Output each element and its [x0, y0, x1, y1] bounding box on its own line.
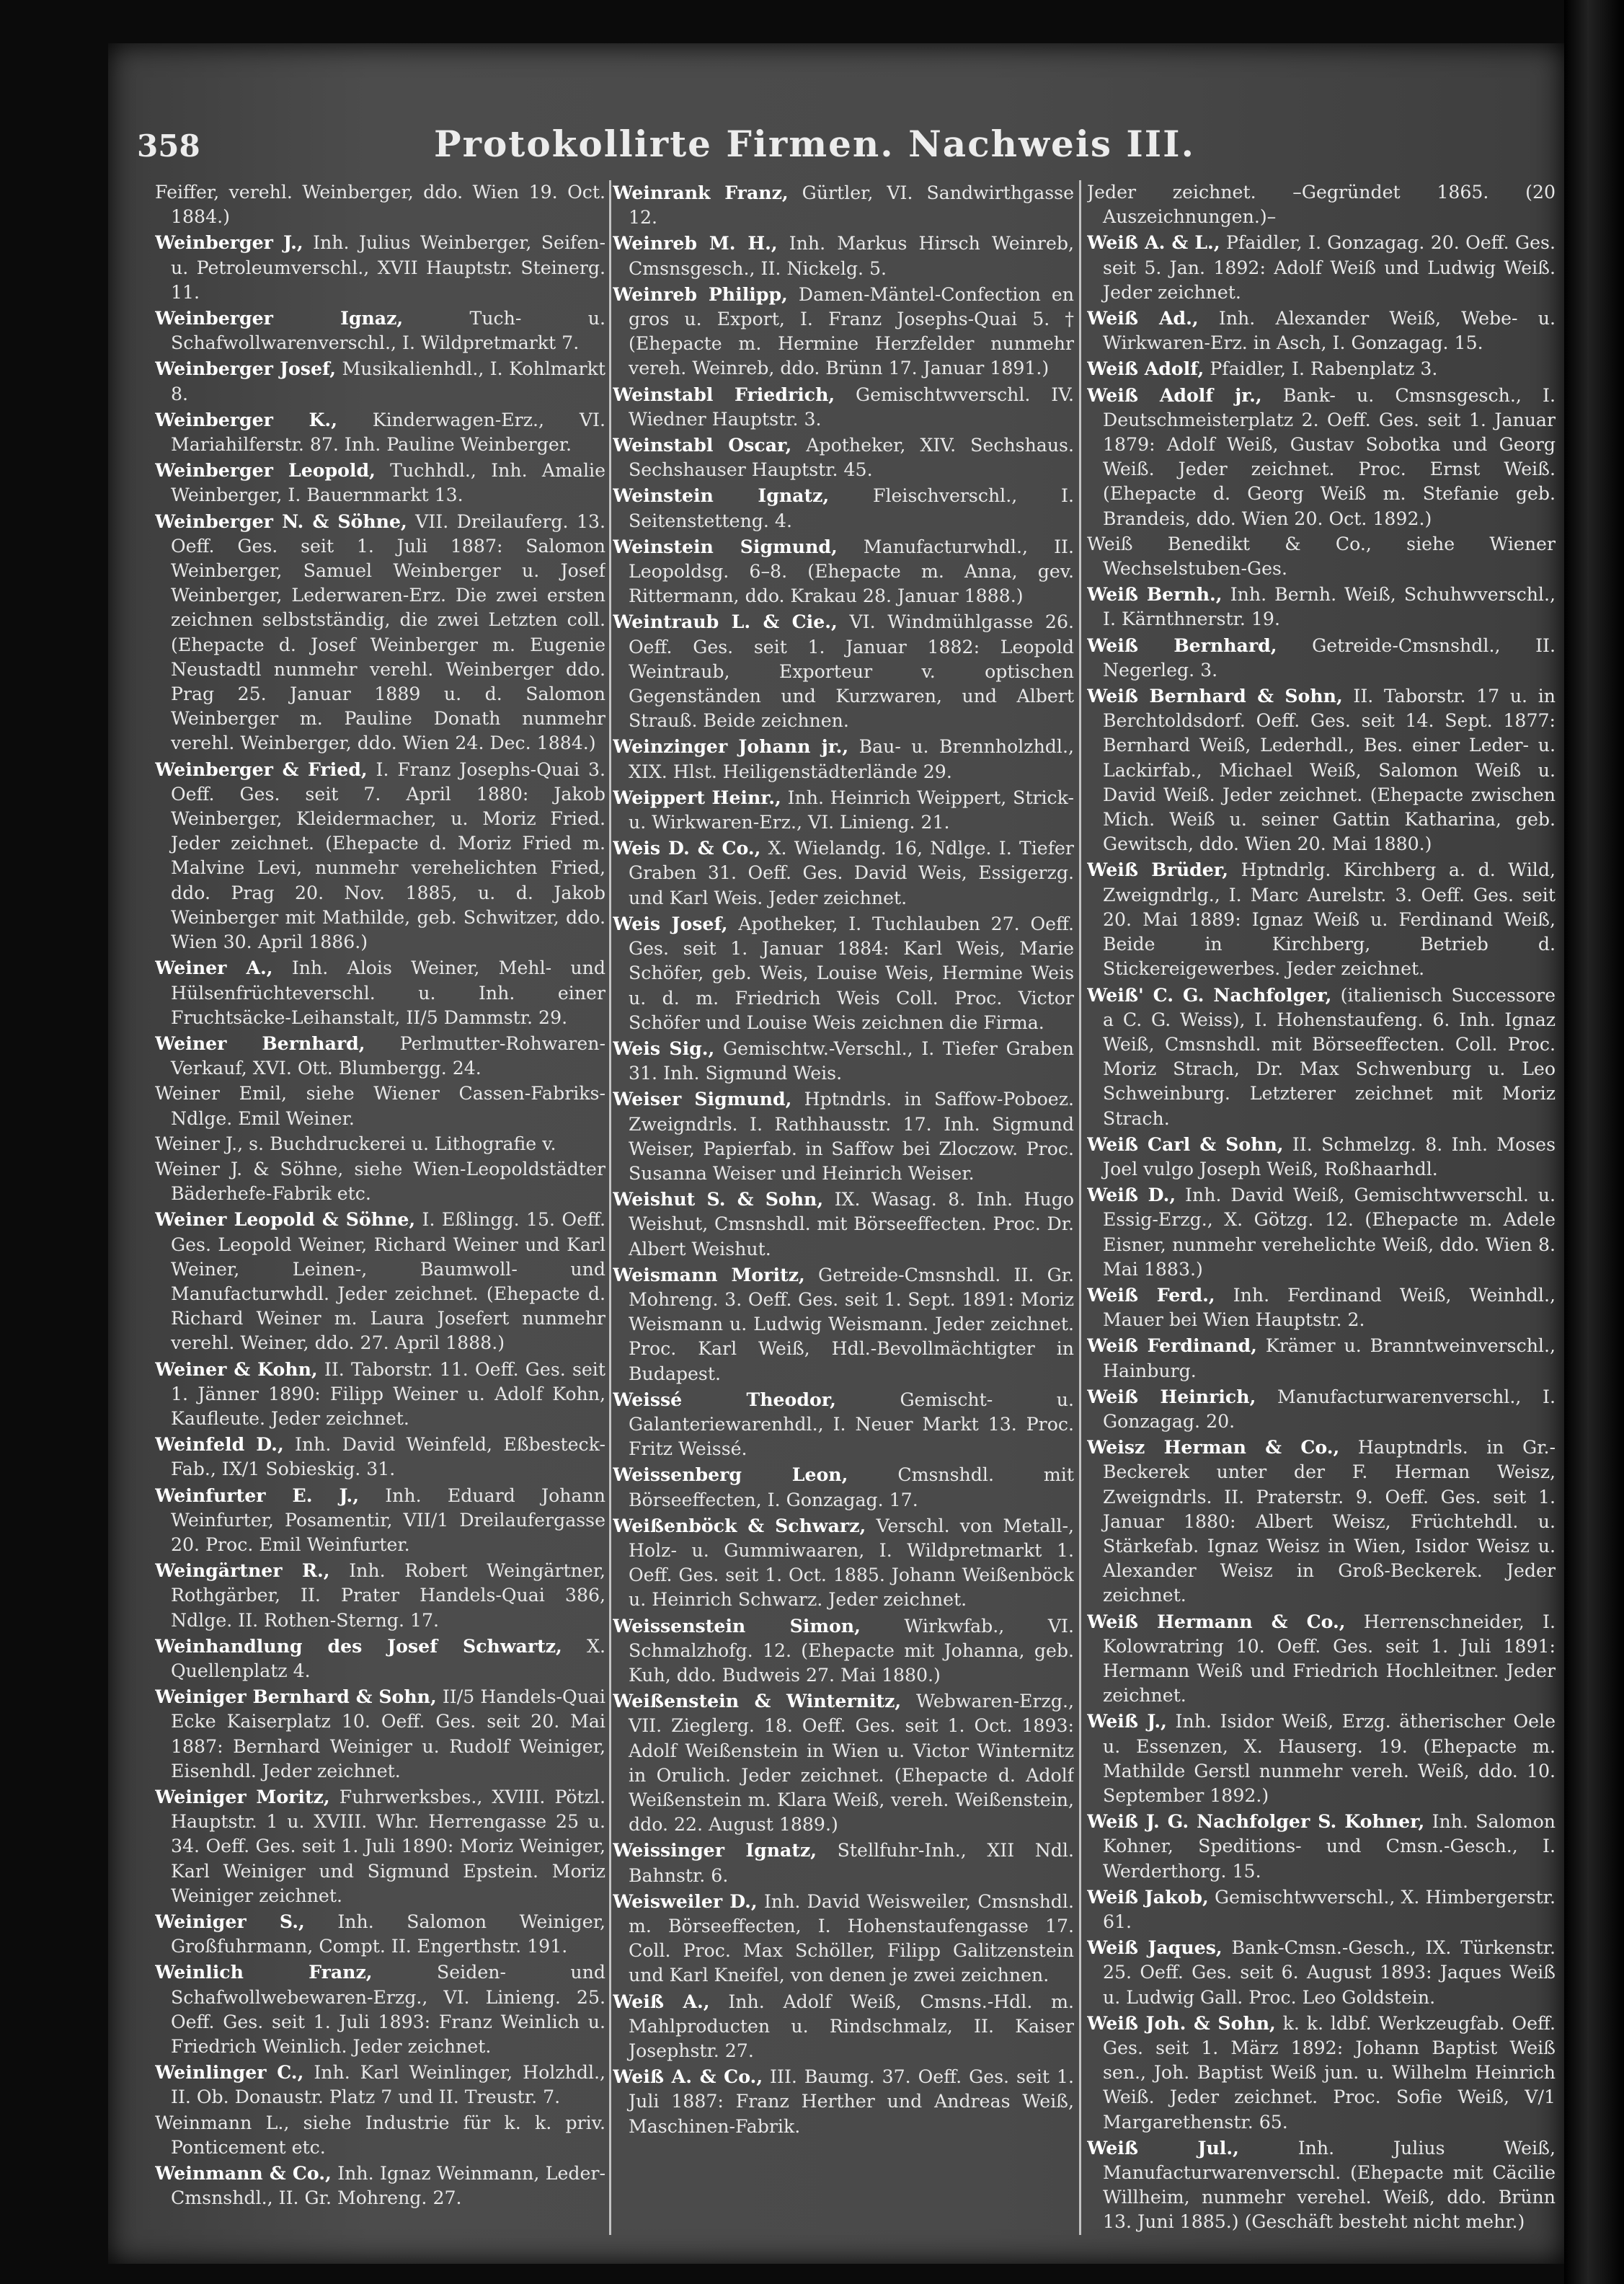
firm-name: Weiß Bernhard,: [1087, 634, 1277, 656]
directory-entry: [155, 1558, 605, 1633]
firm-details: Wirkwfab., VI. Schmalzhofg. 12. (Ehepacte mit Johanna, geb. Kuh, ddo. Budweis 27. Mai 1880.): [629, 1615, 1074, 1686]
directory-entry: [155, 1960, 605, 2059]
firm-name: Weiß D.,: [1087, 1184, 1176, 1206]
directory-entry: [613, 1513, 1074, 1613]
firm-details: Inh. Robert Weingärtner, Rothgärber, II. Prater Handels-Quai 386, Ndlge. II. Rothen-Sterng. 17.: [171, 1560, 605, 1631]
directory-entry: [155, 1081, 605, 1130]
firm-name: Weissenstein Simon,: [613, 1614, 861, 1637]
firm-name: Weissenberg Leon,: [613, 1464, 848, 1486]
directory-entry: [1087, 582, 1556, 632]
firm-name: Weinstein Ignatz,: [613, 484, 830, 507]
firm-name: Weiner A.,: [155, 957, 273, 979]
directory-entry: [155, 458, 605, 508]
firm-details: IX. Wasag. 8. Inh. Hugo Weishut, Cmsnshdl. mit Börseeffecten. Proc. Dr. Albert Weishut.: [629, 1189, 1074, 1260]
firm-details: I. Eßlingg. 15. Oeff. Ges. Leopold Weiner, Richard Weiner und Karl Weiner, Leinen-, Baumwoll- und Manufacturwhdl. Jeder zeichnet. (Ehepacte d. Richard Weiner m. Laura Josefert nunmehr verehl. Weiner, ddo. 27. April 1888.): [171, 1209, 605, 1354]
directory-entry: [155, 1909, 605, 1959]
firm-details: Inh. David Weiß, Gemischtwverschl. u. Essig-Erzg., X. Götzg. 12. (Ehepacte m. Adele Eisner, nunmehr verehelichte Weiß, ddo. Wien 8. Mai 1883.): [1103, 1185, 1556, 1280]
directory-entry: [155, 306, 605, 355]
directory-entry: [613, 1462, 1074, 1512]
directory-entry: [613, 1036, 1074, 1086]
directory-entry: [1087, 633, 1556, 683]
directory-entry: [613, 2064, 1074, 2139]
firm-details: Stellfuhr-Inh., XII Ndl. Bahnstr. 6.: [629, 1840, 1074, 1886]
firm-details: Bank-Cmsn.-Gesch., IX. Türkenstr. 25. Oeff. Ges. seit 6. August 1893: Jaques Weiß u. Ludwig Gall. Proc. Leo Goldstein.: [1103, 1937, 1556, 2008]
directory-entry: [155, 1132, 605, 1156]
firm-name: Weishut S. & Sohn,: [613, 1188, 824, 1210]
firm-name: Weissé Theodor,: [613, 1388, 836, 1410]
firm-name: Weiß A.,: [613, 1990, 710, 2012]
directory-entry: [613, 911, 1074, 1035]
column-rule-right: [1079, 180, 1081, 2235]
firm-name: Weingärtner R.,: [155, 1559, 330, 1582]
firm-details: Fleischverschl., I. Seitenstetteng. 4.: [629, 485, 1074, 531]
firm-name: Weiß J. G. Nachfolger S. Kohner,: [1087, 1810, 1425, 1833]
directory-entry: [613, 382, 1074, 432]
firm-name: Weinberger K.,: [155, 408, 337, 430]
firm-details: Weinmann L., siehe Industrie für k. k. priv. Ponticement etc.: [155, 2112, 605, 2158]
directory-entry: [155, 955, 605, 1030]
directory-entry: [1087, 1709, 1556, 1808]
firm-name: Weiner Bernhard,: [155, 1032, 365, 1054]
firm-details: II. Taborstr. 11. Oeff. Ges. seit 1. Jänner 1890: Filipp Weiner u. Adolf Kohn, Kaufleute. Jeder zeichnet.: [171, 1358, 605, 1429]
directory-entry: [1087, 983, 1556, 1131]
firm-name: Weiß Jul.,: [1087, 2136, 1239, 2159]
directory-entry: [613, 609, 1074, 733]
firm-details: Tuch- u. Schafwollwarenverschl., I. Wildpretmarkt 7.: [171, 308, 605, 354]
firm-name: Weiß J.,: [1087, 1710, 1167, 1732]
firm-details: II/5 Handels-Quai Ecke Kaiserplatz 10. Oeff. Ges. seit 20. Mai 1887: Bernhard Weiniger u. Rudolf Weiniger, Eisenhdl. Jeder zeichnet.: [171, 1686, 605, 1781]
directory-entry: [613, 180, 1074, 230]
directory-entry: [1087, 1333, 1556, 1383]
firm-details: Gemischtwverschl. IV. Wiedner Hauptstr. 3.: [629, 384, 1074, 430]
directory-entry: [613, 1989, 1074, 2064]
firm-details: Tuchhdl., Inh. Amalie Weinberger, I. Bauernmarkt 13.: [171, 460, 605, 506]
directory-entry: [613, 1262, 1074, 1386]
directory-entry: [613, 785, 1074, 835]
firm-details: Webwaren-Erzg., VII. Zieglerg. 18. Oeff. Ges. seit 1. Oct. 1893: Adolf Weißenstein in Wien u. Victor Winternitz in Orulich. Jeder zeichnet. (Ehepacte d. Adolf Weißenstein m. Klara Weiß, vereh. Weißenstein, ddo. 22. August 1889.): [629, 1691, 1074, 1836]
directory-entry: [155, 1634, 605, 1683]
directory-entry: [613, 231, 1074, 280]
directory-entry: [613, 1187, 1074, 1262]
firm-details: Weiß Benedikt & Co., siehe Wiener Wechselstuben-Ges.: [1087, 533, 1556, 580]
firm-name: Weinberger & Fried,: [155, 758, 368, 780]
firm-name: Weiner & Kohn,: [155, 1358, 318, 1380]
firm-details: Herrenschneider, I. Kolowratring 10. Oeff. Ges. seit 1. Juli 1891: Hermann Weiß und Friedrich Hochleitner. Jeder zeichnet.: [1103, 1611, 1556, 1707]
firm-details: Perlmutter-Rohwaren-Verkauf, XVI. Ott. Blumbergg. 24.: [171, 1032, 605, 1079]
firm-name: Weiß Adolf jr.,: [1087, 384, 1262, 406]
firm-name: Weißenstein & Winternitz,: [613, 1690, 902, 1712]
firm-name: Weiß Ad.,: [1087, 307, 1199, 329]
running-title: Protokollirte Firmen. Nachweis III.: [434, 123, 1195, 165]
firm-details: Hptndrlg. Kirchberg a. d. Wild, Zweigndrlg., I. Marc Aurelstr. 3. Oeff. Ges. seit 20. Mai 1889: Ignaz Weiß u. Ferdinand Weiß, Beide in Kirchberg, Betrieb d. Stickereigewerbes. Jeder zeichnet.: [1103, 859, 1556, 980]
firm-details: Hauptndrls. in Gr.-Beckerek unter der F. Herman Weisz, Zweigndrls. II. Praterstr. 9. Oeff. Ges. seit 1. Januar 1880: Albert Weisz, Früchtehdl. u. Stärkefab. Ignaz Weisz in Wien, Isidor Weisz u. Alexander Weisz in Groß-Beckerek. Jeder zeichnet.: [1103, 1437, 1556, 1606]
directory-entry: [155, 1483, 605, 1558]
firm-name: Weinstabl Oscar,: [613, 434, 792, 456]
firm-details: Verschl. von Metall-, Holz- u. Gummiwaaren, I. Wildpretmarkt 1. Oeff. Ges. seit 1. Oct. 1885. Johann Weißenböck u. Heinrich Schwarz. Jeder zeichnet.: [629, 1515, 1074, 1611]
firm-details: Inh. Heinrich Weippert, Strick- u. Wirkwaren-Erz., VI. Linieng. 21.: [629, 787, 1074, 833]
directory-entry: [1087, 532, 1556, 581]
firm-details: k. k. ldbf. Werkzeugfab. Oeff. Ges. seit 1. März 1892: Johann Baptist Weiß sen., Joh. Baptist Weiß jun. u. Wilhelm Heinrich Weiß. Jeder zeichnet. Proc. Sofie Weiß, V/1 Margarethenstr. 65.: [1103, 2012, 1556, 2133]
firm-details: Jeder zeichnet. –Gegründet 1865. (20 Auszeichnungen.)–: [1087, 182, 1556, 228]
directory-entry: [613, 534, 1074, 609]
firm-name: Weinberger N. & Söhne,: [155, 510, 407, 532]
firm-details: I. Franz Josephs-Quai 3. Oeff. Ges. seit 7. April 1880: Jakob Weinberger, Kleidermacher, u. Moriz Fried. Jeder zeichnet. (Ehepacte d. Moriz Fried m. Malvine Levi, nunmehr verehelichten Fried, ddo. Prag 20. Nov. 1885, u. d. Jakob Weinberger mit Mathilde, geb. Schwitzer, ddo. Wien 30. April 1886.): [171, 758, 605, 953]
directory-entry: [155, 1031, 605, 1081]
firm-name: Weinmann & Co.,: [155, 2162, 332, 2185]
firm-details: Getreide-Cmsnshdl., II. Negerleg. 3.: [1103, 634, 1556, 681]
directory-entry: [1087, 1435, 1556, 1608]
directory-entry: [1087, 180, 1556, 229]
directory-entry: [155, 1357, 605, 1432]
firm-details: Inh. Eduard Johann Weinfurter, Posamentir, VII/1 Dreilaufergasse 20. Proc. Emil Weinfurter.: [171, 1484, 605, 1555]
firm-details: Inh. Ignaz Weinmann, Leder-Cmsnshdl., II. Gr. Mohreng. 27.: [171, 2163, 605, 2209]
firm-name: Weiß Heinrich,: [1087, 1385, 1256, 1407]
directory-entry: [1087, 2135, 1556, 2235]
firm-name: Weiß Ferd.,: [1087, 1283, 1215, 1306]
firm-details: Apotheker, XIV. Sechshaus. Sechshauser Hauptstr. 45.: [629, 435, 1074, 481]
directory-entry: [155, 2161, 605, 2210]
directory-entry: [155, 2111, 605, 2160]
column-left: [155, 180, 605, 2242]
firm-details: Kinderwagen-Erz., VI. Mariahilferstr. 87. Inh. Pauline Weinberger.: [171, 409, 605, 456]
column-right: [1087, 180, 1556, 2242]
directory-entry: [613, 1889, 1074, 1988]
firm-name: Weippert Heinr.,: [613, 786, 781, 808]
firm-name: Weiniger Moritz,: [155, 1786, 330, 1807]
directory-entry: [613, 1838, 1074, 1887]
directory-entry: [613, 1086, 1074, 1186]
firm-details: Inh. Adolf Weiß, Cmsns.-Hdl. m. Mahlproducten u. Rindschmalz, II. Kaiser Josephstr. 27.: [629, 1991, 1074, 2062]
firm-details: VII. Dreilauferg. 13. Oeff. Ges. seit 1. Juli 1887: Salomon Weinberger, Samuel Weinberger u. Josef Weinberger, Lederwaren-Erz. Die zwei ersten zeichnen selbstständig, die zwei Letzten coll. (Ehepacte d. Josef Weinberger m. Eugenie Neustadtl nunmehr verehl. Weinberger ddo. Prag 25. Januar 1889 u. d. Salomon Weinberger m. Pauline Donath nunmehr verehl. Weinberger, ddo. Wien 24. Dec. 1884.): [171, 510, 605, 754]
directory-entry: [155, 1784, 605, 1908]
firm-name: Weinlich Franz,: [155, 1961, 373, 1983]
firm-details: Inh. Alexander Weiß, Webe- u. Wirkwaren-Erz. in Asch, I. Gonzagag. 15.: [1103, 308, 1556, 354]
firm-name: Weiß Hermann & Co.,: [1087, 1610, 1346, 1632]
directory-entry: [1087, 1935, 1556, 2010]
column-rule-left: [609, 180, 611, 2235]
firm-details: Weiner Emil, siehe Wiener Cassen-Fabriks-Ndlge. Emil Weiner.: [155, 1083, 605, 1129]
firm-details: II. Taborstr. 17 u. in Berchtoldsdorf. Oeff. Ges. seit 14. Sept. 1877: Bernhard Weiß, Lederhdl., Bes. einer Leder- u. Lackirfab., Michael Weiß, Salomon Weiß u. David Weiß. Jeder zeichnet. (Ehepacte zwischen Mich. Weiß u. seiner Gattin Katharina, geb. Gewitsch, ddo. Wien 20. Mai 1880.): [1103, 686, 1556, 855]
firm-details: Pfaidler, I. Rabenplatz 3.: [1210, 358, 1438, 380]
firm-details: Weiner J. & Söhne, siehe Wien-Leopoldstädter Bäderhefe-Fabrik etc.: [155, 1158, 605, 1205]
directory-entry: [155, 230, 605, 305]
firm-name: Weis Josef,: [613, 912, 728, 934]
firm-details: Apotheker, I. Tuchlauben 27. Oeff. Ges. seit 1. Januar 1884: Karl Weis, Marie Schöfer, geb. Weis, Louise Weis, Hermine Weis u. d. m. Friedrich Weis Coll. Proc. Victor Schöfer und Louise Weis zeichnen die Firma.: [629, 913, 1074, 1033]
firm-name: Weiß A. & L.,: [1087, 231, 1220, 254]
firm-name: Weinberger Josef,: [155, 358, 337, 380]
directory-entry: [155, 2060, 605, 2110]
firm-name: Weissinger Ignatz,: [613, 1839, 817, 1862]
firm-details: Inh. Bernh. Weiß, Schuhwverschl., I. Kärnthnerstr. 19.: [1103, 584, 1556, 630]
directory-entry: [1087, 356, 1556, 381]
firm-details: Cmsnshdl. mit Börseeffecten, I. Gonzagag. 17.: [629, 1464, 1074, 1510]
firm-name: Weinberger J.,: [155, 231, 303, 254]
firm-details: Manufacturwhdl., II. Leopoldsg. 6–8. (Ehepacte m. Anna, gev. Rittermann, ddo. Krakau 28. Januar 1888.): [629, 536, 1074, 607]
firm-name: Weis Sig.,: [613, 1037, 715, 1059]
directory-entry: [155, 407, 605, 457]
firm-name: Weinhandlung des Josef Schwartz,: [155, 1634, 562, 1657]
firm-details: Inh. Salomon Weiniger, Großfuhrmann, Compt. II. Engerthstr. 191.: [171, 1911, 605, 1957]
firm-details: Hptndrls. in Saffow-Poboez. Zweigndrls. I. Rathhausstr. 17. Inh. Sigmund Weiser, Papierfab. in Saffow bei Zloczow. Proc. Susanna Weiser und Heinrich Weiser.: [629, 1089, 1074, 1184]
firm-details: Gemischtw.-Verschl., I. Tiefer Graben 31. Inh. Sigmund Weis.: [629, 1037, 1074, 1084]
firm-name: Weisz Herman & Co.,: [1087, 1436, 1340, 1459]
directory-entry: [613, 483, 1074, 533]
directory-entry: [1087, 230, 1556, 305]
column-middle: [613, 180, 1074, 2242]
firm-details: Inh. David Weisweiler, Cmsnshdl. m. Börseeffecten, I. Hohenstaufengasse 17. Coll. Proc. Max Schöller, Filipp Galitzenstein und Karl Kneifel, von denen je zwei zeichnen.: [629, 1890, 1074, 1986]
directory-entry: [1087, 857, 1556, 981]
firm-details: III. Baumg. 37. Oeff. Ges. seit 1. Juli 1887: Franz Herther und Andreas Weiß, Maschinen-Fabrik.: [629, 2066, 1074, 2137]
firm-name: Weinreb Philipp,: [613, 283, 788, 305]
directory-entry: [1087, 683, 1556, 856]
directory-entry: [1087, 1182, 1556, 1282]
directory-entry: [155, 1207, 605, 1355]
firm-details: Inh. Isidor Weiß, Erzg. ätherischer Oele u. Essenzen, X. Hauserg. 19. (Ehepacte m. Mathilde Gerstl nunmehr vereh. Weiß, ddo. 10. September 1892.): [1103, 1711, 1556, 1806]
firm-name: Weinrank Franz,: [613, 182, 789, 203]
firm-name: Weißenböck & Schwarz,: [613, 1514, 866, 1536]
directory-entry: [613, 836, 1074, 911]
firm-name: Weismann Moritz,: [613, 1263, 805, 1285]
firm-details: X. Wielandg. 16, Ndlge. I. Tiefer Graben 31. Oeff. Ges. David Weis, Essigerzg. und Karl Weis. Jeder zeichnet.: [629, 838, 1074, 908]
firm-name: Weiner Leopold & Söhne,: [155, 1208, 416, 1231]
firm-details: Krämer u. Branntweinverschl., Hainburg.: [1103, 1335, 1556, 1381]
firm-name: Weinstein Sigmund,: [613, 535, 838, 557]
directory-entry: [155, 356, 605, 406]
directory-entry: [1087, 1132, 1556, 1182]
directory-entry: [613, 433, 1074, 482]
firm-name: Weinreb M. H.,: [613, 232, 778, 254]
firm-details: Inh. Karl Weinlinger, Holzhdl., II. Ob. Donaustr. Platz 7 und II. Treustr. 7.: [171, 2062, 605, 2108]
page-number: 358: [137, 128, 200, 164]
firm-name: Weisweiler D.,: [613, 1890, 758, 1912]
directory-entry: [155, 509, 605, 756]
firm-name: Weiß Jakob,: [1087, 1885, 1209, 1908]
directory-entry: [613, 1688, 1074, 1837]
firm-name: Weinberger Ignaz,: [155, 307, 404, 329]
firm-details: Inh. David Weinfeld, Eßbesteck-Fab., IX/1 Sobieskig. 31.: [171, 1434, 605, 1480]
firm-details: Getreide-Cmsnshdl. II. Gr. Mohreng. 3. Oeff. Ges. seit 1. Sept. 1891: Moriz Weismann u. Ludwig Weismann. Jeder zeichnet. Proc. Karl Weiß, Hdl.-Bevollmächtigter in Budapest.: [629, 1264, 1074, 1384]
firm-name: Weiß' C. G. Nachfolger,: [1087, 983, 1332, 1006]
firm-details: Inh. Julius Weinberger, Seifen- u. Petroleumverschl., XVII Hauptstr. Steinerg. 11.: [171, 232, 605, 303]
firm-details: Manufacturwarenverschl., I. Gonzagag. 20.: [1103, 1386, 1556, 1432]
directory-entry: [613, 1387, 1074, 1462]
directory-entry: [1087, 1885, 1556, 1934]
firm-name: Weiß Jaques,: [1087, 1936, 1223, 1959]
directory-entry: [613, 734, 1074, 784]
directory-entry: [1087, 1283, 1556, 1332]
firm-details: II. Schmelzg. 8. Inh. Moses Joel vulgo Joseph Weiß, Roßhaarhdl.: [1103, 1133, 1556, 1179]
book-gutter: [1564, 0, 1624, 2284]
directory-entry: [1087, 306, 1556, 355]
directory-entry: [1087, 1384, 1556, 1434]
firm-name: Weiß Adolf,: [1087, 358, 1204, 380]
firm-details: Gemischt- u. Galanteriewarenhdl., I. Neuer Markt 13. Proc. Fritz Weissé.: [629, 1389, 1074, 1460]
firm-details: (italienisch Successore a C. G. Weiss), I. Hohenstaufeng. 6. Inh. Ignaz Weiß, Cmsnshdl. mit Börseeffecten. Coll. Proc. Moriz Strach, Dr. Max Schwenburg u. Leo Schweinburg. Letzterer zeichnet mit Moriz Strach.: [1103, 984, 1556, 1129]
directory-entry: [613, 282, 1074, 381]
firm-details: Weiner J., s. Buchdruckerei u. Lithografie v.: [155, 1133, 556, 1154]
firm-details: Inh. Markus Hirsch Weinreb, Cmsnsgesch., II. Nickelg. 5.: [629, 233, 1074, 279]
directory-entry: [155, 757, 605, 955]
firm-name: Weiniger Bernhard & Sohn,: [155, 1686, 437, 1708]
firm-details: Bank- u. Cmsnsgesch., I. Deutschmeisterplatz 2. Oeff. Ges. seit 1. Januar 1879: Adolf Weiß, Gustav Sobotka und Georg Weiß. Jeder zeichnet. Proc. Ernst Weiß. (Ehepacte d. Georg Weiß m. Stefanie geb. Brandeis, ddo. Wien 20. Oct. 1892.): [1103, 384, 1556, 529]
directory-entry: [1087, 1609, 1556, 1709]
firm-name: Weiß Bernhard & Sohn,: [1087, 685, 1343, 707]
directory-entry: [155, 1684, 605, 1784]
firm-name: Weinberger Leopold,: [155, 459, 376, 482]
firm-details: Fuhrwerksbes., XVIII. Pötzl. Hauptstr. 1 u. XVIII. Whr. Herrengasse 25 u. 34. Oeff. Ges. seit 1. Juli 1890: Moriz Weiniger, Karl Weiniger und Sigmund Epstein. Moriz Weiniger zeichnet.: [171, 1787, 605, 1906]
firm-details: Musikalienhdl., I. Kohlmarkt 8.: [171, 358, 605, 404]
firm-name: Weiß A. & Co.,: [613, 2066, 763, 2088]
page-header: [137, 115, 1492, 173]
firm-details: Pfaidler, I. Gonzagag. 20. Oeff. Ges. seit 5. Jan. 1892: Adolf Weiß und Ludwig Weiß. Jeder zeichnet.: [1103, 232, 1556, 303]
firm-details: VI. Windmühlgasse 26. Oeff. Ges. seit 1. Januar 1882: Leopold Weintraub, Exporteur v. optischen Gegenständen und Kurzwaren, und Albert Strauß. Beide zeichnen.: [629, 611, 1074, 732]
firm-name: Weiniger S.,: [155, 1911, 305, 1933]
firm-name: Weiß Brüder,: [1087, 859, 1229, 881]
firm-name: Weiß Bernh.,: [1087, 583, 1223, 606]
firm-details: Inh. Alois Weiner, Mehl- und Hülsenfrüchteverschl. u. Inh. einer Fruchtsäcke-Leihanstalt, II/5 Dammstr. 29.: [171, 957, 605, 1028]
firm-details: Gürtler, VI. Sandwirthgasse 12.: [629, 182, 1074, 229]
firm-details: Gemischtwverschl., X. Himbergerstr. 61.: [1103, 1886, 1556, 1933]
firm-details: Inh. Julius Weiß, Manufacturwarenverschl. (Ehepacte mit Cäcilie Willheim, nunmehr verehel. Weiß, ddo. Brünn 13. Juni 1885.) (Geschäft besteht nicht mehr.): [1103, 2137, 1556, 2233]
firm-name: Weinfeld D.,: [155, 1433, 284, 1456]
firm-name: Weis D. & Co.,: [613, 837, 761, 859]
firm-details: Damen-Mäntel-Confection en gros u. Export, I. Franz Josephs-Quai 5. † (Ehepacte m. Hermine Herzfelder nunmehr vereh. Weinreb, ddo. Brünn 17. Januar 1891.): [629, 283, 1074, 379]
directory-entry: [155, 1157, 605, 1206]
directory-entry: [1087, 1809, 1556, 1884]
directory-entry: [1087, 2011, 1556, 2135]
firm-details: Inh. Ferdinand Weiß, Weinhdl., Mauer bei Wien Hauptstr. 2.: [1103, 1284, 1556, 1331]
firm-name: Weinlinger C.,: [155, 2061, 304, 2084]
directory-entry: [155, 1432, 605, 1482]
firm-name: Weintraub L. & Cie.,: [613, 611, 838, 633]
firm-details: Inh. Salomon Kohner, Speditions- und Cmsn.-Gesch., I. Werderthorg. 15.: [1103, 1811, 1556, 1882]
firm-details: Feiffer, verehl. Weinberger, ddo. Wien 19. Oct. 1884.): [155, 182, 605, 228]
firm-name: Weinfurter E. J.,: [155, 1484, 359, 1506]
firm-details: Seiden- und Schafwollwebewaren-Erzg., VI. Linieng. 25. Oeff. Ges. seit 1. Juli 1893: Franz Weinlich u. Friedrich Weinlich. Jeder zeichnet.: [171, 1962, 605, 2058]
directory-entry: [613, 1614, 1074, 1688]
firm-details: X. Quellenplatz 4.: [171, 1635, 605, 1681]
directory-entry: [155, 180, 605, 229]
firm-name: Weinzinger Johann jr.,: [613, 735, 849, 758]
firm-name: Weiser Sigmund,: [613, 1088, 792, 1110]
firm-name: Weiß Joh. & Sohn,: [1087, 2011, 1276, 2034]
directory-entry: [1087, 383, 1556, 531]
firm-name: Weinstabl Friedrich,: [613, 383, 835, 405]
firm-name: Weiß Carl & Sohn,: [1087, 1133, 1284, 1155]
firm-name: Weiß Ferdinand,: [1087, 1334, 1257, 1357]
firm-details: Bau- u. Brennholzhdl., XIX. Hlst. Heiligenstädterlände 29.: [629, 736, 1074, 782]
